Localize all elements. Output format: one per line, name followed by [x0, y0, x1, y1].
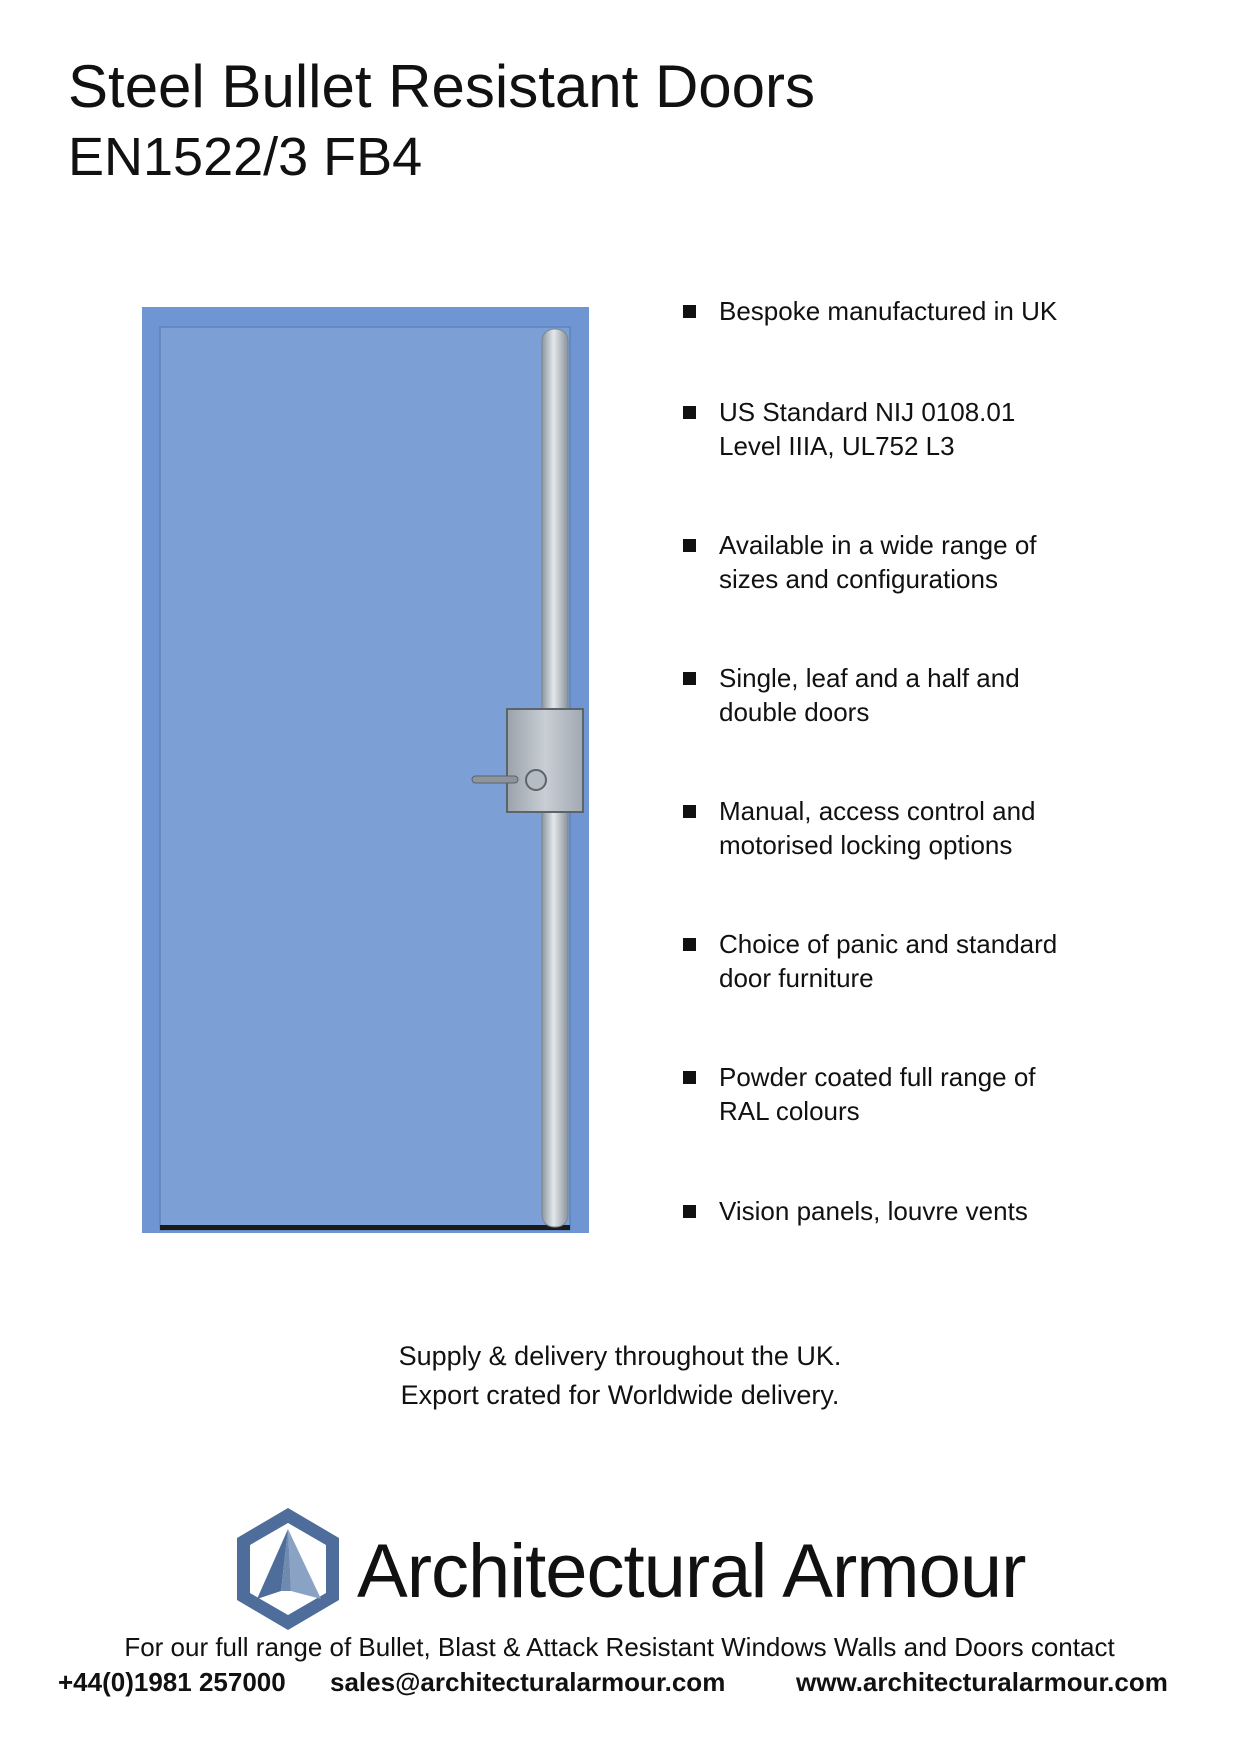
- bullet-icon: [683, 539, 696, 552]
- contact-website[interactable]: www.architecturalarmour.com: [796, 1667, 1168, 1697]
- door-illustration: [142, 307, 589, 1233]
- door-drawing: [142, 307, 589, 1233]
- delivery-note: [360, 1337, 880, 1415]
- page-title: Steel Bullet Resistant Doors: [68, 53, 816, 120]
- contact-phone[interactable]: +44(0)1981 257000: [58, 1667, 286, 1697]
- bullet-icon: [683, 805, 696, 818]
- door-threshold: [160, 1225, 570, 1230]
- page-subtitle: EN1522/3 FB4: [68, 127, 423, 187]
- feature-text: Vision panels, louvre vents: [719, 1196, 1028, 1226]
- lever-handle: [472, 776, 518, 783]
- feature-text: Choice of panic and standard door furniture: [719, 929, 1058, 993]
- lock-plate: [507, 709, 583, 812]
- contact-email[interactable]: sales@architecturalarmour.com: [330, 1667, 726, 1697]
- bullet-icon: [683, 305, 696, 318]
- delivery-line-export: Export crated for Worldwide delivery.: [400, 1380, 840, 1410]
- bullet-icon: [683, 406, 696, 419]
- delivery-line-uk: Supply & delivery throughout the UK.: [398, 1341, 842, 1371]
- feature-text: Powder coated full range of RAL colours: [719, 1062, 1036, 1126]
- bullet-icon: [683, 938, 696, 951]
- contact-intro: For our full range of Bullet, Blast & Attack Resistant Windows Walls and Doors contact: [124, 1632, 1115, 1662]
- feature-text: US Standard NIJ 0108.01 Level IIIA, UL752 L3: [719, 397, 1016, 461]
- brand-name: Architectural Armour: [357, 1529, 1026, 1614]
- lever-rose: [526, 770, 546, 790]
- bullet-icon: [683, 1071, 696, 1084]
- feature-text: Bespoke manufactured in UK: [719, 296, 1058, 326]
- feature-text: Available in a wide range of sizes and configurations: [719, 530, 1037, 594]
- hexagon-triangle-logo-icon: [233, 1505, 343, 1633]
- bullet-icon: [683, 672, 696, 685]
- feature-text: Single, leaf and a half and double doors: [719, 663, 1020, 727]
- bullet-icon: [683, 1205, 696, 1218]
- feature-text: Manual, access control and motorised locking options: [719, 796, 1036, 860]
